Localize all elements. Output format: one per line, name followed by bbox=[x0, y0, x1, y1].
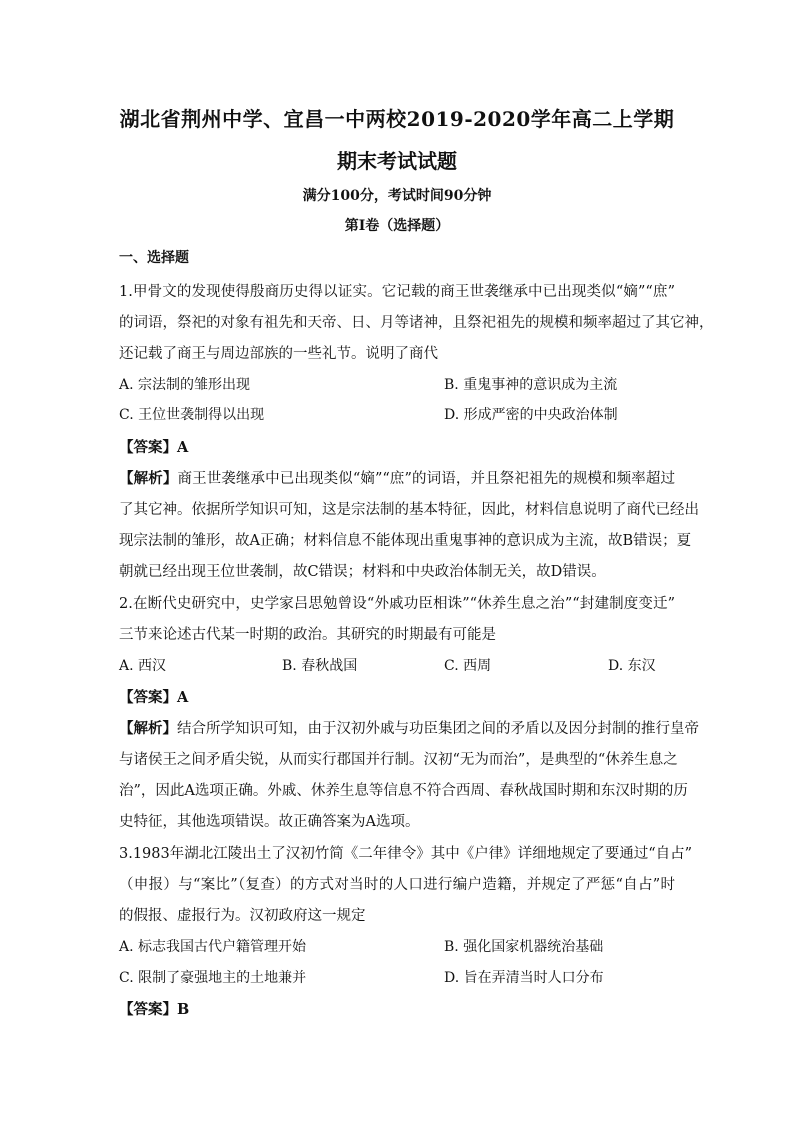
q2-option-a: A. 西汉 bbox=[119, 658, 167, 674]
q2-answer bbox=[119, 686, 188, 707]
q3-stem-line: 的假报、虚报行为。汉初政府这一规定 bbox=[119, 908, 366, 924]
q3-answer bbox=[119, 998, 189, 1019]
q2-analysis-line: 治”，因此A选项正确。外戚、休养生息等信息不符合西周、春秋战国时期和东汉时期的历 bbox=[119, 783, 688, 799]
document-title-line1: 湖北省荆州中学、宜昌一中两校2019-2020学年高二上学期 bbox=[119, 107, 675, 131]
q1-option-a: A. 宗法制的雏形出现 bbox=[119, 377, 251, 393]
analysis-label: 【解析】 bbox=[119, 720, 177, 737]
q1-stem-line: 还记载了商王与周边部族的一些礼节。说明了商代 bbox=[119, 346, 438, 362]
q1-answer bbox=[119, 436, 188, 457]
q1-option-b: B. 重鬼事神的意识成为主流 bbox=[444, 377, 618, 393]
section-heading: 一、选择题 bbox=[119, 250, 189, 266]
q2-stem-line: 三节来论述古代某一时期的政治。其研究的时期最有可能是 bbox=[119, 627, 496, 643]
answer-label: 【答案】 bbox=[119, 439, 177, 456]
score-time-info: 满分100分，考试时间90分钟 bbox=[302, 188, 492, 204]
q2-analysis-line bbox=[119, 717, 699, 738]
q1-analysis-line bbox=[119, 467, 675, 488]
analysis-text: 结合所学知识可知，由于汉初外戚与功臣集团之间的矛盾以及因分封制的推行皇帝 bbox=[177, 721, 699, 737]
q1-stem-line: 1.甲骨文的发现使得殷商历史得以证实。它记载的商王世袭继承中已出现类似“嫡”“庶” bbox=[119, 284, 675, 300]
q3-option-d: D. 旨在弄清当时人口分布 bbox=[444, 970, 604, 986]
answer-value: A bbox=[177, 439, 189, 456]
part-heading: 第Ⅰ卷（选择题） bbox=[344, 218, 450, 234]
q1-stem-line: 的词语，祭祀的对象有祖先和天帝、日、月等诸神，且祭祀祖先的规模和频率超过了其它神， bbox=[119, 315, 714, 331]
q1-analysis-line: 朝就已经出现王位世袭制，故C错误；材料和中央政治体制无关，故D错误。 bbox=[119, 564, 606, 580]
q2-stem-line: 2.在断代史研究中，史学家吕思勉曾设“外戚功臣相诛”“休养生息之治”“封建制度变迁” bbox=[119, 596, 675, 612]
q3-stem-line: 3.1983年湖北江陵出土了汉初竹简《二年律令》其中《户律》详细地规定了要通过“自占” bbox=[119, 846, 693, 862]
q2-analysis-line: 与诸侯王之间矛盾尖锐，从而实行郡国并行制。汉初“无为而治”，是典型的“休养生息之 bbox=[119, 752, 678, 768]
analysis-label: 【解析】 bbox=[119, 470, 178, 487]
q2-option-c: C. 西周 bbox=[444, 658, 492, 674]
q3-option-c: C. 限制了豪强地主的土地兼并 bbox=[119, 970, 307, 986]
answer-value: A bbox=[177, 689, 189, 706]
q3-option-b: B. 强化国家机器统治基础 bbox=[444, 939, 604, 955]
analysis-text: 商王世袭继承中已出现类似“嫡”“庶”的词语，并且祭祀祖先的规模和频率超过 bbox=[177, 471, 676, 487]
q2-option-b: B. 春秋战国 bbox=[282, 658, 358, 674]
q3-option-a: A. 标志我国古代户籍管理开始 bbox=[119, 939, 307, 955]
q2-analysis-line: 史特征，其他选项错误。故正确答案为A选项。 bbox=[119, 814, 420, 830]
answer-value: B bbox=[177, 1001, 190, 1018]
q1-option-c: C. 王位世袭制得以出现 bbox=[119, 407, 265, 423]
q1-analysis-line: 现宗法制的雏形，故A正确；材料信息不能体现出重鬼事神的意识成为主流，故B错误；夏 bbox=[119, 533, 692, 549]
answer-label: 【答案】 bbox=[119, 689, 177, 706]
document-title-line2: 期末考试试题 bbox=[337, 149, 457, 173]
q1-analysis-line: 了其它神。依据所学知识可知，这是宗法制的基本特征，因此，材料信息说明了商代已经出 bbox=[119, 502, 699, 518]
q3-stem-line: （申报）与“案比”（复查）的方式对当时的人口进行编户造籍，并规定了严惩“自占”时 bbox=[119, 877, 675, 893]
q1-option-d: D. 形成严密的中央政治体制 bbox=[444, 407, 618, 423]
q2-option-d: D. 东汉 bbox=[608, 658, 656, 674]
answer-label: 【答案】 bbox=[119, 1001, 177, 1018]
